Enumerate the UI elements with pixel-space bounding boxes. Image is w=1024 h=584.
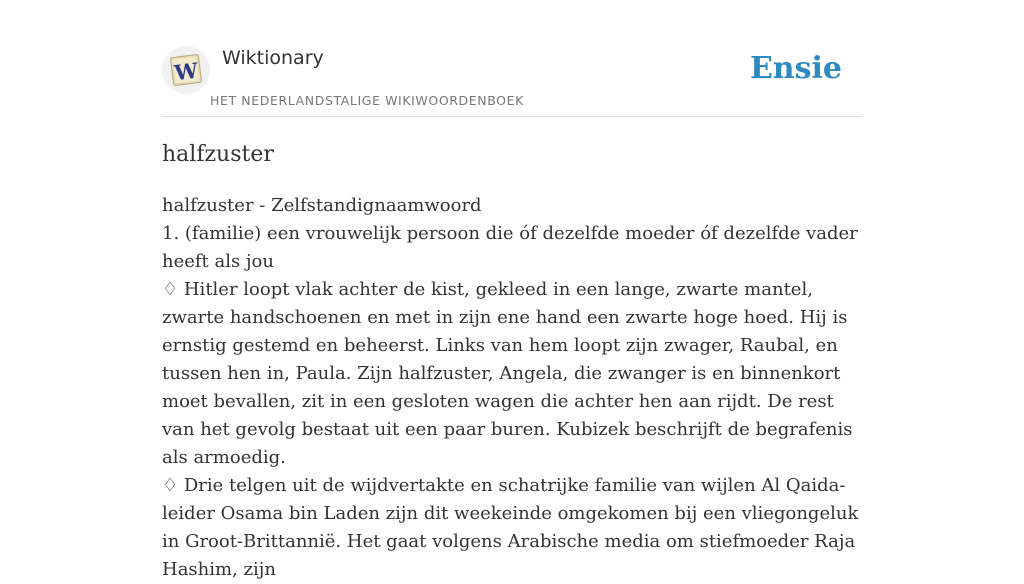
entry-body: [162, 192, 862, 584]
logo-letter: W: [172, 57, 200, 86]
page-title: halfzuster: [162, 142, 274, 167]
headword-line: halfzuster - Zelfstandignaamwoord: [162, 195, 482, 216]
site-name[interactable]: Wiktionary: [222, 47, 324, 69]
site-header: [162, 0, 862, 117]
example-sentence: ♢ Hitler loopt vlak achter de kist, gekleed in een lange, zwarte mantel, zwarte handschoenen en met in zijn ene hand een zwarte hoge hoed. Hij is ernstig gestemd en beheerst. Links van hem loopt zijn zwager, Raubal, en tussen hen in, Paula. Zijn halfzuster, Angela, die zwanger is en binnenkort moet bevallen, zit in een gesloten wagen die achter hen aan rijdt. De rest van het gevolg bestaat uit een paar buren. Kubizek beschrijft de begrafenis als armoedig.: [162, 279, 853, 468]
site-tagline: HET NEDERLANDSTALIGE WIKIWOORDENBOEK: [210, 93, 524, 108]
definition-text: 1. (familie) een vrouwelijk persoon die óf dezelfde moeder óf dezelfde vader heeft als jou: [162, 223, 858, 272]
entry-content: [162, 136, 862, 584]
ensie-brand-logo[interactable]: Ensie: [749, 51, 842, 86]
wiktionary-logo-icon[interactable]: [162, 46, 210, 94]
example-sentence: ♢ Drie telgen uit de wijdvertakte en schatrijke familie van wijlen Al Qaida-leider Osama bin Laden zijn dit weekeinde omgekomen bij een vliegongeluk in Groot-Brittannië. Het gaat volgens Arabische media om stiefmoeder Raja Hashim, zijn: [162, 475, 859, 580]
